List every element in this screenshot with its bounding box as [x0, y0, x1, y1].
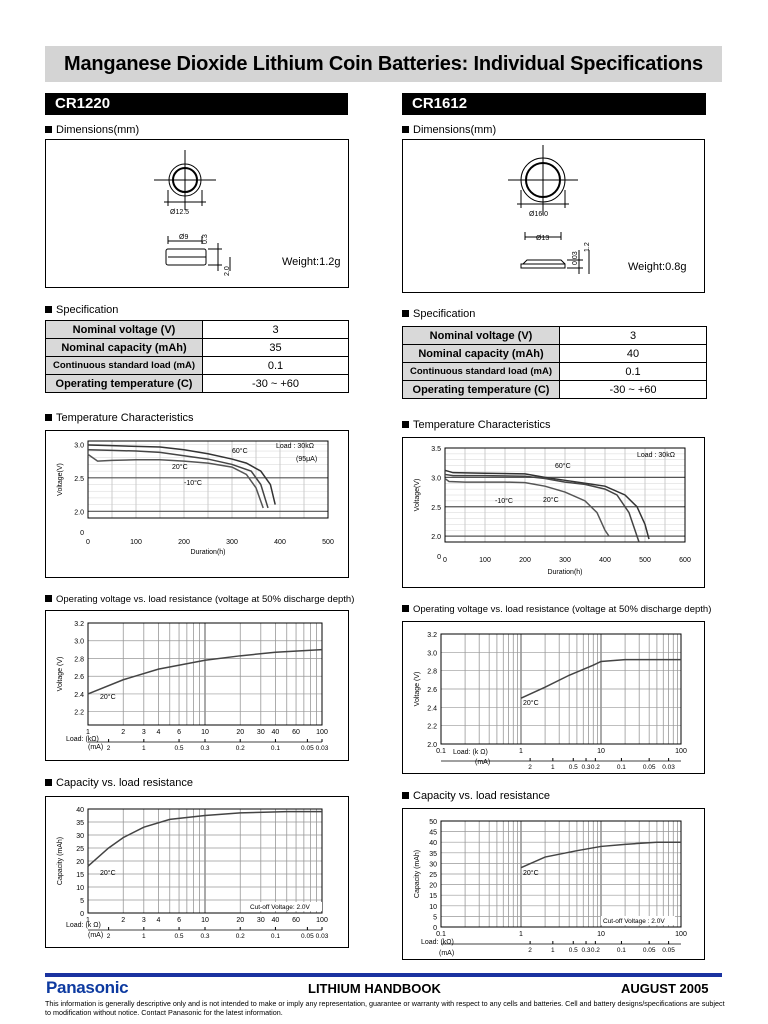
x2-tick-label: 2 — [106, 745, 111, 752]
y-tick-label: 10 — [429, 903, 437, 911]
y-tick-label: 25 — [76, 846, 84, 853]
square-bullet-icon — [402, 310, 409, 317]
x-tick-label: 0.1 — [436, 748, 446, 755]
outer-diameter-label: Ø12.5 — [170, 209, 190, 216]
x2-axis-label: (mA) — [475, 759, 491, 766]
spec-value: 0.1 — [560, 363, 707, 381]
y-tick-label: 30 — [76, 833, 84, 840]
y-tick-label: 2.2 — [74, 709, 84, 717]
x-tick-label: 0 — [86, 539, 90, 546]
spec-row — [46, 375, 349, 393]
y-tick-label: 2.0 — [74, 509, 84, 517]
square-bullet-icon — [45, 306, 52, 313]
x-tick-label: 400 — [599, 557, 611, 564]
y-axis-label: Voltage(V) — [57, 463, 64, 496]
footer-rule — [45, 973, 722, 977]
y-tick-label: 2.6 — [427, 687, 437, 694]
section-temperature-left: Temperature Characteristics — [45, 412, 194, 424]
x-tick-label: 600 — [679, 557, 691, 564]
y-tick-label: 20 — [76, 859, 84, 866]
x-tick-label: 30 — [256, 917, 265, 924]
dimensions-box-right — [402, 139, 705, 293]
x-tick-label: 1 — [519, 931, 523, 938]
series-label: 20°C — [172, 464, 188, 471]
y-tick-label: 15 — [429, 893, 437, 901]
y-tick-label: 35 — [76, 820, 84, 827]
x2-axis-label: (mA) — [88, 744, 104, 751]
x2-axis-label: (mA) — [88, 932, 104, 939]
weight-label-left: Weight:1.2g — [282, 256, 341, 268]
x-axis-label: Duration(h) — [547, 569, 583, 576]
x2-tick-label: 0.3 — [581, 764, 591, 771]
spec-value: 40 — [560, 345, 707, 363]
x-tick-label: 6 — [177, 729, 181, 736]
x-tick-label: 300 — [559, 557, 571, 564]
x-tick-label: 100 — [130, 539, 142, 546]
x2-tick-label: 2 — [528, 947, 532, 954]
title-bar — [45, 46, 722, 82]
spec-value: 3 — [203, 321, 349, 339]
series-label: -10°C — [495, 498, 513, 505]
chart-annotation: Load : 30kΩ — [276, 443, 314, 450]
temperature-chart-box-left — [45, 430, 349, 578]
y-axis-label: Voltage (V) — [414, 671, 421, 707]
spec-table-left — [45, 320, 349, 393]
outer-diameter-label: Ø16.0 — [529, 211, 549, 218]
x2-tick-label: 0.05 — [642, 764, 656, 771]
coin-dimension-drawing-left — [46, 140, 348, 287]
x-tick-label: 20 — [236, 917, 245, 924]
x2-tick-label: 0.03 — [662, 764, 675, 771]
x-tick-label: 60 — [292, 917, 300, 924]
spec-key: Continuous standard load (mA) — [403, 363, 560, 381]
x2-tick-label: 0.03 — [315, 745, 329, 752]
y-tick-label: 2.0 — [427, 742, 437, 749]
square-bullet-icon — [45, 126, 52, 133]
x-tick-label: 500 — [322, 539, 334, 546]
capacity-chart-right — [403, 809, 704, 959]
section-dimensions-right: Dimensions(mm) — [402, 124, 496, 136]
y-tick-label: 5 — [433, 914, 437, 922]
y-tick-label: 0 — [433, 925, 437, 932]
footer-handbook: LITHIUM HANDBOOK — [308, 981, 441, 996]
y-tick-label: 3.5 — [431, 446, 441, 453]
thickness-label: 0.3 — [202, 234, 209, 244]
y-tick-label: 0 — [437, 554, 441, 561]
square-bullet-icon — [45, 414, 52, 421]
x-tick-label: 0 — [443, 557, 447, 564]
x2-tick-label: 0.3 — [581, 947, 591, 954]
x-tick-label: 4 — [156, 917, 161, 924]
capacity-chart-left — [46, 797, 348, 947]
spec-key: Nominal voltage (V) — [46, 321, 203, 339]
dimensions-box-left — [45, 139, 349, 288]
x2-tick-label: 0.05 — [662, 947, 675, 954]
y-tick-label: 2.5 — [431, 504, 441, 512]
spec-row — [403, 381, 707, 399]
y-tick-label: 10 — [76, 885, 84, 892]
x2-tick-label: 0.2 — [235, 933, 245, 940]
y-axis-label: Voltage (V) — [57, 656, 64, 692]
spec-row — [46, 357, 349, 375]
spec-value: -30 ~ +60 — [560, 381, 707, 399]
x-tick-label: 6 — [177, 917, 181, 924]
section-temperature-right: Temperature Characteristics — [402, 419, 551, 431]
x-tick-label: 2 — [121, 917, 126, 924]
x2-tick-label: 0.1 — [270, 933, 280, 940]
series-label: -10°C — [184, 480, 202, 487]
y-tick-label: 30 — [429, 861, 437, 869]
y-tick-label: 20 — [429, 882, 437, 890]
series-line — [88, 454, 263, 508]
height-label: 1.2 — [584, 242, 591, 252]
x2-tick-label: 0.5 — [568, 947, 578, 954]
x2-tick-label: 0.2 — [235, 745, 245, 752]
series-label: 60°C — [555, 463, 571, 470]
inner-diameter-label: Ø9 — [179, 234, 189, 241]
temperature-chart-left — [46, 431, 348, 577]
x-axis-label: Duration(h) — [190, 549, 226, 556]
section-dimensions-left: Dimensions(mm) — [45, 124, 139, 136]
x-tick-label: 10 — [201, 729, 209, 736]
x2-tick-label: 0.05 — [642, 947, 656, 954]
section-operating-left: Operating voltage vs. load resistance (voltage at 50% discharge depth) — [45, 594, 354, 605]
x-tick-label: 60 — [292, 729, 300, 736]
spec-row — [403, 345, 707, 363]
x-tick-label: 100 — [675, 931, 687, 938]
x-tick-label: 40 — [271, 917, 280, 924]
x-tick-label: 500 — [639, 557, 651, 564]
y-tick-label: 3.2 — [74, 621, 84, 628]
series-label: 20°C — [523, 700, 539, 707]
series-label: 20°C — [543, 497, 559, 504]
x2-tick-label: 0.5 — [174, 933, 184, 940]
spec-value: 3 — [560, 327, 707, 345]
spec-value: 0.1 — [203, 357, 349, 375]
x-tick-label: 1 — [519, 748, 523, 755]
x-axis-label: Load: (kΩ) — [66, 736, 99, 743]
x-tick-label: 30 — [256, 729, 265, 736]
spec-key: Nominal capacity (mAh) — [403, 345, 560, 363]
series-label: 20°C — [100, 870, 116, 877]
chart-annotation: Cut-off Voltage : 2.0V — [603, 918, 665, 925]
weight-label-right: Weight:0.8g — [628, 261, 687, 273]
x-tick-label: 20 — [236, 729, 245, 736]
operating-chart-box-right — [402, 621, 705, 774]
x-tick-label: 10 — [597, 748, 605, 755]
x2-tick-label: 2 — [106, 933, 111, 940]
y-tick-label: 2.0 — [431, 534, 441, 542]
y-tick-label: 3.0 — [427, 650, 437, 658]
y-tick-label: 2.4 — [74, 691, 84, 699]
x-tick-label: 100 — [316, 917, 328, 924]
series-label: 20°C — [523, 870, 539, 877]
x-axis-label: Load: (k Ω) — [66, 922, 101, 929]
y-tick-label: 50 — [429, 819, 437, 826]
section-capacity-left: Capacity vs. load resistance — [45, 777, 193, 789]
square-bullet-icon — [45, 595, 52, 602]
x2-tick-label: 1 — [142, 933, 146, 940]
y-tick-label: 0 — [80, 530, 84, 537]
square-bullet-icon — [402, 126, 409, 133]
spec-row — [403, 327, 707, 345]
capacity-chart-box-right — [402, 808, 705, 960]
y-axis-label: Capacity (mAh) — [414, 849, 421, 899]
x2-tick-label: 1 — [142, 745, 146, 752]
section-operating-right: Operating voltage vs. load resistance (voltage at 50% discharge depth) — [402, 604, 711, 615]
footer-date: AUGUST 2005 — [621, 981, 709, 996]
section-specification-right: Specification — [402, 308, 475, 320]
y-tick-label: 3.0 — [74, 442, 84, 450]
y-tick-label: 3.0 — [74, 638, 84, 646]
coin-dimension-drawing-right — [403, 140, 704, 292]
x-tick-label: 4 — [156, 729, 161, 736]
spec-key: Operating temperature (C) — [46, 375, 203, 393]
x-tick-label: 40 — [271, 729, 280, 736]
x-tick-label: 100 — [675, 748, 687, 755]
x-tick-label: 10 — [597, 931, 605, 938]
spec-key: Operating temperature (C) — [403, 381, 560, 399]
height-label: 2.0 — [224, 266, 231, 276]
y-tick-label: 45 — [429, 829, 437, 837]
x2-tick-label: 0.5 — [174, 745, 184, 752]
spec-value: -30 ~ +60 — [203, 375, 349, 393]
capacity-chart-box-left — [45, 796, 349, 948]
x2-tick-label: 0.05 — [301, 933, 314, 940]
x-tick-label: 1 — [86, 729, 90, 736]
operating-chart-right — [403, 622, 704, 773]
panasonic-logo: Panasonic — [46, 978, 129, 997]
spec-value: 35 — [203, 339, 349, 357]
x-tick-label: 3 — [141, 729, 146, 736]
y-tick-label: 40 — [76, 807, 84, 814]
x2-tick-label: 0.2 — [590, 947, 600, 954]
spec-row — [46, 321, 349, 339]
spec-row — [403, 363, 707, 381]
x2-tick-label: 0.2 — [590, 764, 600, 771]
x-tick-label: 300 — [226, 539, 238, 546]
spec-key: Nominal voltage (V) — [403, 327, 560, 345]
x-tick-label: 400 — [274, 539, 286, 546]
y-tick-label: 0 — [80, 911, 84, 918]
section-capacity-right: Capacity vs. load resistance — [402, 790, 550, 802]
square-bullet-icon — [402, 421, 409, 428]
x2-tick-label: 0.3 — [200, 745, 210, 752]
x-axis-label: Load: (kΩ) — [421, 939, 454, 946]
x2-tick-label: 1 — [551, 947, 555, 954]
chart-annotation: Cut-off Voltage: 2.0V — [250, 904, 310, 911]
series-line — [445, 474, 639, 542]
y-tick-label: 3.0 — [431, 475, 441, 483]
x-tick-label: 2 — [121, 729, 126, 736]
y-axis-label: Capacity (mAh) — [57, 836, 64, 886]
x2-tick-label: 1 — [551, 764, 555, 771]
x-tick-label: 200 — [519, 557, 531, 564]
y-tick-label: 15 — [76, 872, 84, 879]
x-tick-label: 0.1 — [436, 931, 446, 938]
x2-tick-label: 0.03 — [315, 933, 329, 940]
thickness-label: 0.03 — [572, 251, 579, 265]
spec-key: Nominal capacity (mAh) — [46, 339, 203, 357]
series-line — [88, 450, 268, 508]
y-tick-label: 5 — [80, 898, 84, 905]
spec-table-right — [402, 326, 707, 399]
series-line — [445, 470, 649, 539]
x-tick-label: 200 — [178, 539, 190, 546]
y-tick-label: 2.6 — [74, 674, 84, 682]
square-bullet-icon — [45, 779, 52, 786]
x2-tick-label: 0.3 — [200, 933, 210, 940]
y-tick-label: 2.8 — [427, 668, 437, 676]
x2-tick-label: 0.1 — [616, 764, 626, 771]
page-title: Manganese Dioxide Lithium Coin Batteries: Individual Specifications — [64, 52, 703, 75]
spec-key: Continuous standard load (mA) — [46, 357, 203, 375]
y-tick-label: 2.2 — [427, 723, 437, 731]
temperature-chart-box-right — [402, 437, 705, 588]
x-tick-label: 100 — [479, 557, 491, 564]
y-tick-label: 25 — [429, 872, 437, 879]
x2-tick-label: 2 — [528, 764, 532, 771]
x2-axis-label: (mA) — [439, 950, 455, 957]
y-axis-label: Voltage(V) — [414, 478, 421, 512]
square-bullet-icon — [402, 605, 409, 612]
section-specification-left: Specification — [45, 304, 118, 316]
y-tick-label: 35 — [429, 850, 437, 858]
y-tick-label: 2.5 — [74, 475, 84, 483]
y-tick-label: 2.4 — [427, 705, 437, 713]
chart-annotation: Load : 30kΩ — [637, 452, 675, 459]
temperature-chart-right — [403, 438, 704, 587]
series-label: 20°C — [100, 694, 116, 701]
x-tick-label: 100 — [316, 729, 328, 736]
x-tick-label: 3 — [141, 917, 146, 924]
chart-annotation: (95μA) — [296, 456, 318, 463]
inner-diameter-label: Ø13 — [536, 235, 550, 242]
x2-tick-label: 0.05 — [301, 745, 314, 752]
y-tick-label: 3.2 — [427, 632, 437, 639]
operating-chart-box-left — [45, 610, 349, 761]
x-tick-label: 10 — [201, 917, 209, 924]
model-label-left: CR1220 — [45, 93, 348, 115]
x2-tick-label: 0.1 — [270, 745, 280, 752]
x-axis-label: Load: (k Ω) — [453, 749, 488, 756]
x2-tick-label: 0.5 — [568, 764, 578, 771]
y-tick-label: 2.8 — [74, 656, 84, 664]
x2-tick-label: 0.1 — [616, 947, 626, 954]
x-tick-label: 1 — [86, 917, 90, 924]
footer-disclaimer: This information is generally descriptive only and is not intended to make or imply any representation, guarantee or warranty with respect to any cells and batteries. Cell and battery designs/specifications are subject to modification without notice. Contact Panasonic for the latest information. — [45, 999, 725, 1017]
model-label-right: CR1612 — [402, 93, 706, 115]
spec-row — [46, 339, 349, 357]
square-bullet-icon — [402, 792, 409, 799]
y-tick-label: 40 — [429, 840, 437, 848]
series-label: 60°C — [232, 448, 248, 455]
operating-chart-left — [46, 611, 348, 760]
